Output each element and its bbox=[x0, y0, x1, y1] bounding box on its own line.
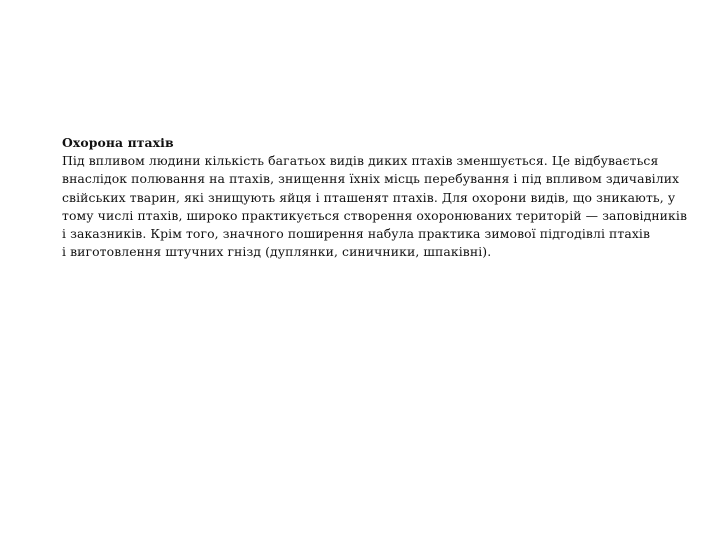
paragraph-line-2: внаслідок полювання на птахів, знищення їхніх місць перебування і під впливом здичавілих bbox=[62, 171, 680, 187]
paragraph-line-5: і заказників. Крім того, значного поширення набула практика зимової підгодівлі птахів bbox=[62, 226, 651, 242]
section-title: Охорона птахів bbox=[62, 135, 174, 150]
paragraph-line-6: і виготовлення штучних гнізд (дуплянки, синичники, шпаківні). bbox=[62, 244, 492, 260]
paragraph-line-4: тому числі птахів, широко практикується створення охоронюваних територій — заповідників bbox=[62, 207, 688, 223]
paragraph-line-3: свійських тварин, які знищують яйця і пташенят птахів. Для охорони видів, що зникають, у bbox=[62, 189, 676, 205]
text-block bbox=[62, 134, 688, 261]
paragraph-line-1: Під впливом людини кількість багатьох видів диких птахів зменшується. Це відбувається bbox=[62, 153, 659, 169]
